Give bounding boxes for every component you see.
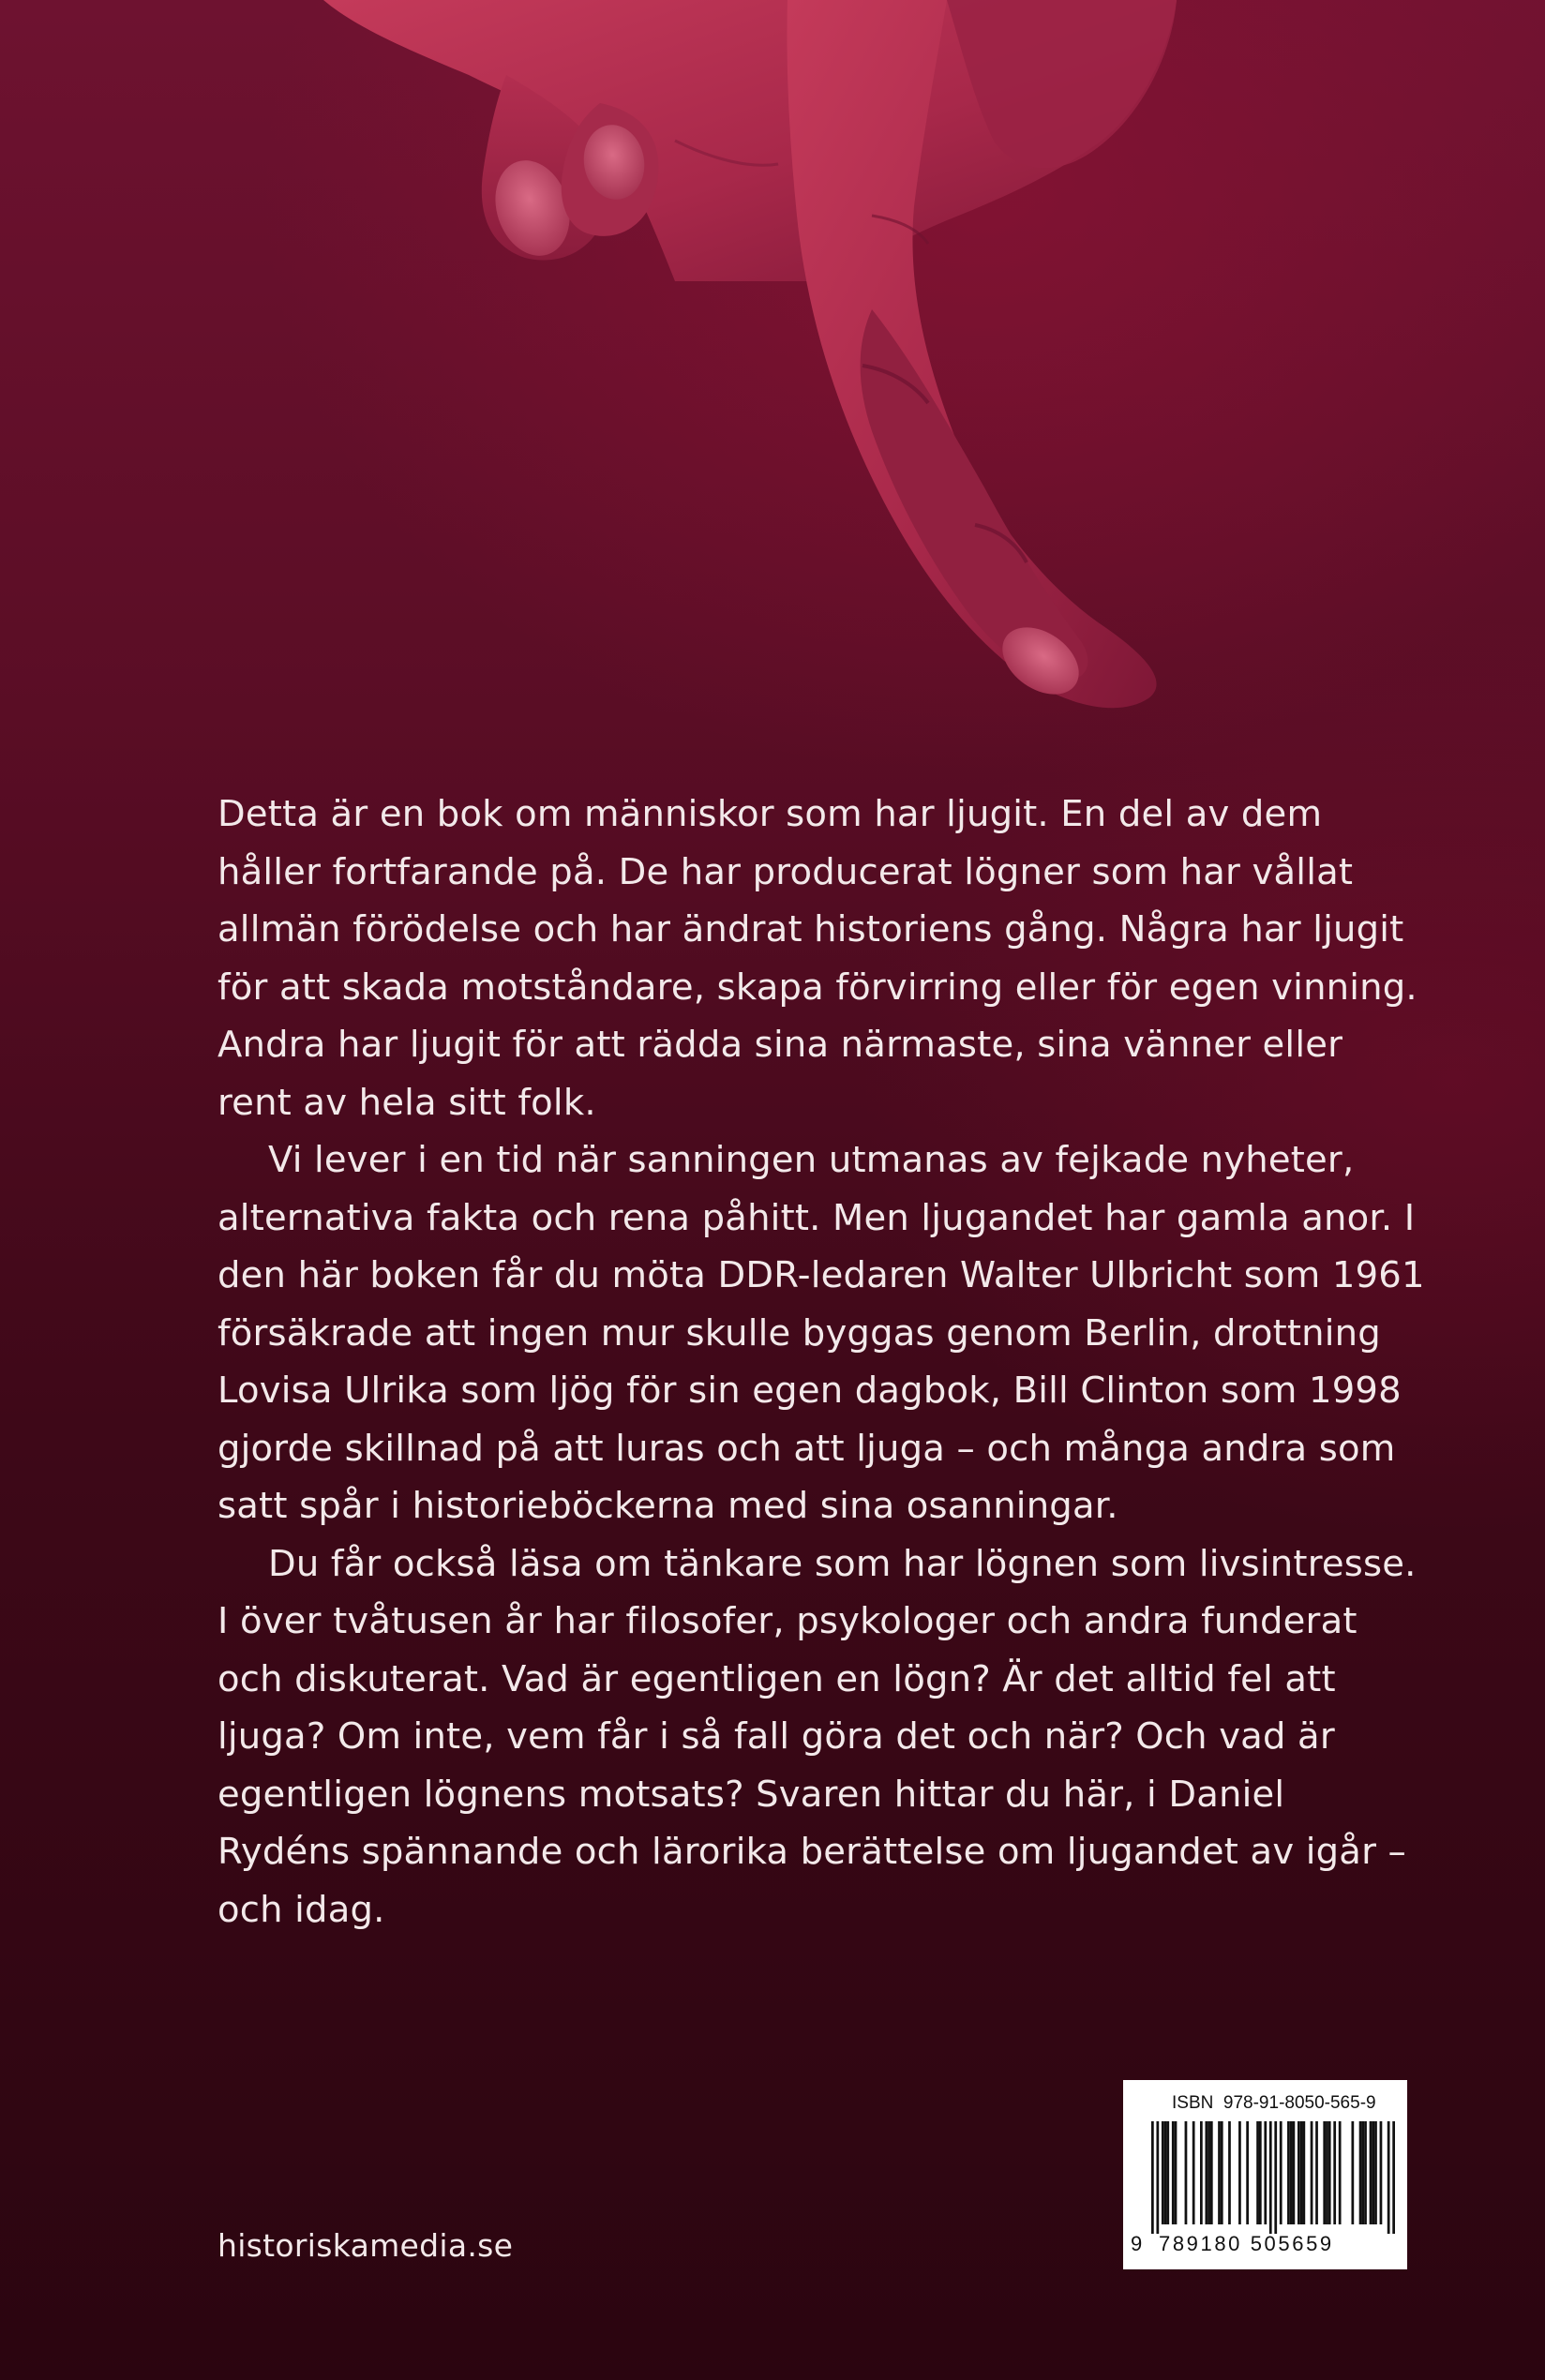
barcode-bar <box>1205 2121 1208 2224</box>
barcode-bar <box>1300 2121 1303 2224</box>
barcode-bar <box>1333 2121 1336 2224</box>
barcode-bars <box>1151 2121 1395 2234</box>
barcode-bar <box>1298 2121 1300 2224</box>
barcode-bar <box>1392 2121 1395 2234</box>
barcode-bar <box>1238 2121 1241 2224</box>
barcode-bar <box>1302 2121 1305 2224</box>
barcode-bar <box>1361 2121 1364 2224</box>
barcode-bar <box>1290 2121 1293 2224</box>
barcode-bar <box>1364 2121 1367 2224</box>
barcode-bar <box>1374 2121 1377 2224</box>
barcode-bar <box>1339 2121 1342 2224</box>
barcode-bar <box>1200 2121 1203 2224</box>
barcode-bar <box>1208 2121 1210 2224</box>
barcode-bar <box>1323 2121 1326 2224</box>
back-cover-blurb <box>218 786 1427 1938</box>
barcode-bar <box>1218 2121 1221 2224</box>
barcode-bar <box>1228 2121 1231 2224</box>
barcode-digits-rest: 789180 505659 <box>1159 2232 1334 2255</box>
barcode-bar <box>1269 2121 1272 2234</box>
barcode-bar <box>1311 2121 1313 2224</box>
barcode-bar <box>1359 2121 1362 2224</box>
barcode-bar <box>1185 2121 1188 2224</box>
isbn-label: ISBN 978-91-8050-565-9 <box>1172 2093 1376 2113</box>
blurb-paragraph-1: Detta är en bok om människor som har ljugit. En del av dem håller fortfarande på. De har producerat lögner som har vållat allmän förödelse och har ändrat historiens gång. Några har ljugit för att skada motståndare, skapa förvirring eller för egen vinning. Andra har ljugit för att rädda sina närmaste, sina vänner eller rent av hela sitt folk. <box>218 793 1418 1124</box>
publisher-website: historiskamedia.se <box>218 2227 514 2264</box>
barcode-bar <box>1151 2121 1154 2234</box>
barcode-bar <box>1210 2121 1213 2224</box>
barcode-bar <box>1221 2121 1223 2224</box>
barcode-bar <box>1164 2121 1167 2224</box>
isbn-barcode <box>1123 2080 1407 2269</box>
blurb-paragraph-3: Du får också läsa om tänkare som har lögnen som livsintresse. I över tvåtusen år har filosofer, psykologer och andra funderat och diskuterat. Vad är egentligen en lögn? Är det alltid fel att ljuga? Om inte, vem får i så fall göra det och när? Och vad är egentligen lögnens motsats? Svaren hittar du här, i Daniel Rydéns spännande och lärorika berättelse om ljugandet av igår – och idag. <box>218 1542 1417 1931</box>
barcode-bar <box>1315 2121 1318 2224</box>
barcode-bar <box>1328 2121 1331 2224</box>
barcode-bar <box>1380 2121 1383 2224</box>
barcode-bar <box>1274 2121 1277 2234</box>
barcode-bar <box>1259 2121 1262 2224</box>
barcode-bar <box>1166 2121 1169 2224</box>
barcode-bar <box>1293 2121 1296 2224</box>
barcode-bar <box>1172 2121 1175 2224</box>
barcode-bar <box>1370 2121 1372 2224</box>
barcode-bar <box>1326 2121 1328 2224</box>
barcode-bar <box>1264 2121 1267 2224</box>
barcode-bar <box>1388 2121 1390 2234</box>
barcode-bar <box>1175 2121 1178 2224</box>
blurb-paragraph-2: Vi lever i en tid när sanningen utmanas av fejkade nyheter, alternativa fakta och rena påhitt. Men ljugandet har gamla anor. I den här boken får du möta DDR-ledaren Walter Ulbricht som 1961 försäkrade att ingen mur skulle byggas genom Berlin, drottning Lovisa Ulrika som ljög för sin egen dagbok, Bill Clinton som 1998 gjorde skillnad på att luras och att ljuga – och många andra som satt spår i historieböckerna med sina osanningar. <box>218 1139 1425 1527</box>
barcode-digit-first: 9 <box>1131 2232 1144 2255</box>
barcode-bar <box>1192 2121 1195 2224</box>
barcode-bar <box>1256 2121 1259 2224</box>
barcode-bar <box>1280 2121 1282 2224</box>
barcode-bar <box>1372 2121 1374 2224</box>
barcode-bar <box>1156 2121 1159 2234</box>
crossed-fingers-hand-image <box>0 0 1545 731</box>
barcode-bar <box>1246 2121 1249 2224</box>
barcode-bar <box>1162 2121 1164 2224</box>
barcode-bar <box>1351 2121 1354 2224</box>
barcode-bar <box>1287 2121 1290 2224</box>
